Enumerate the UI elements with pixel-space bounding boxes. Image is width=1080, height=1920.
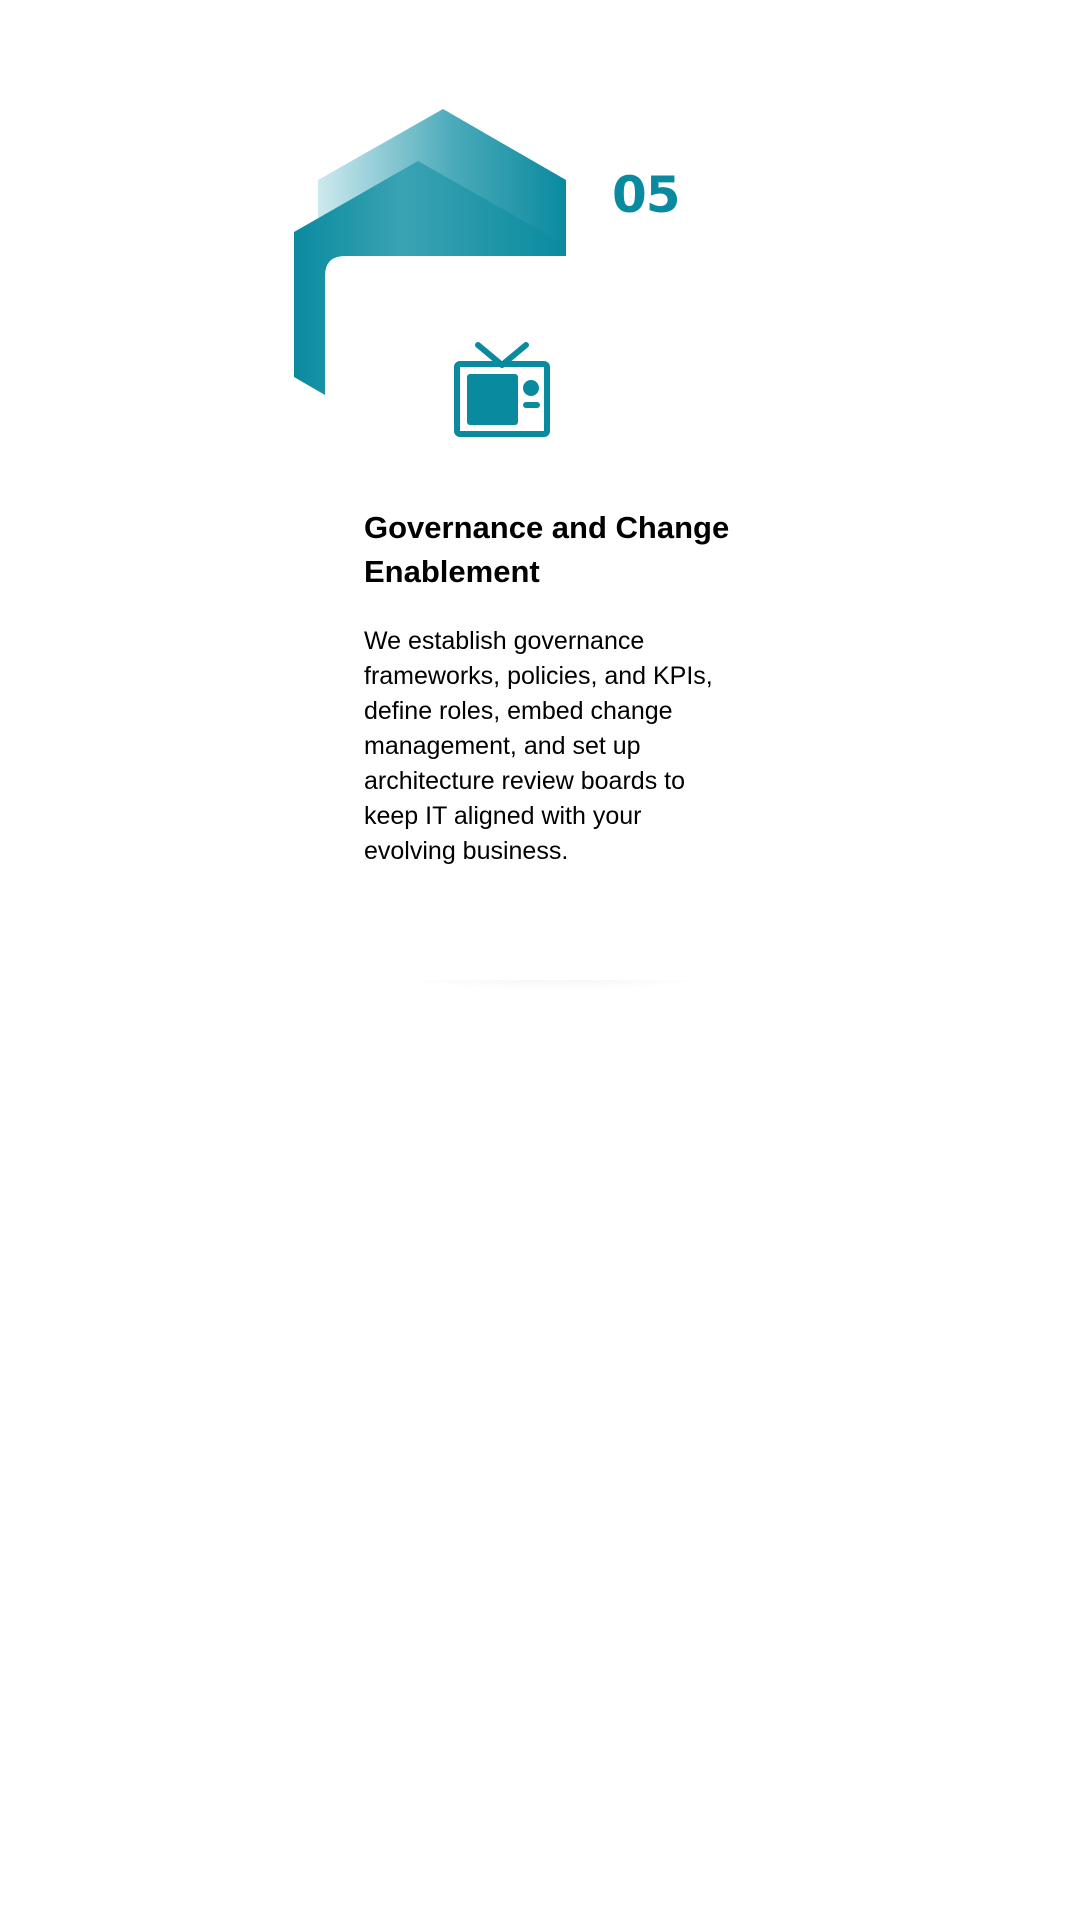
card-shadow xyxy=(320,980,790,1040)
card-title: Governance and Change Enablement xyxy=(364,510,730,589)
card-description: We establish governance frameworks, policies, and KPIs, define roles, embed change management, and set up architecture review boards to keep IT aligned with your evolving business. xyxy=(364,627,713,865)
tv-icon xyxy=(452,338,552,438)
step-number: 05 xyxy=(612,166,680,224)
